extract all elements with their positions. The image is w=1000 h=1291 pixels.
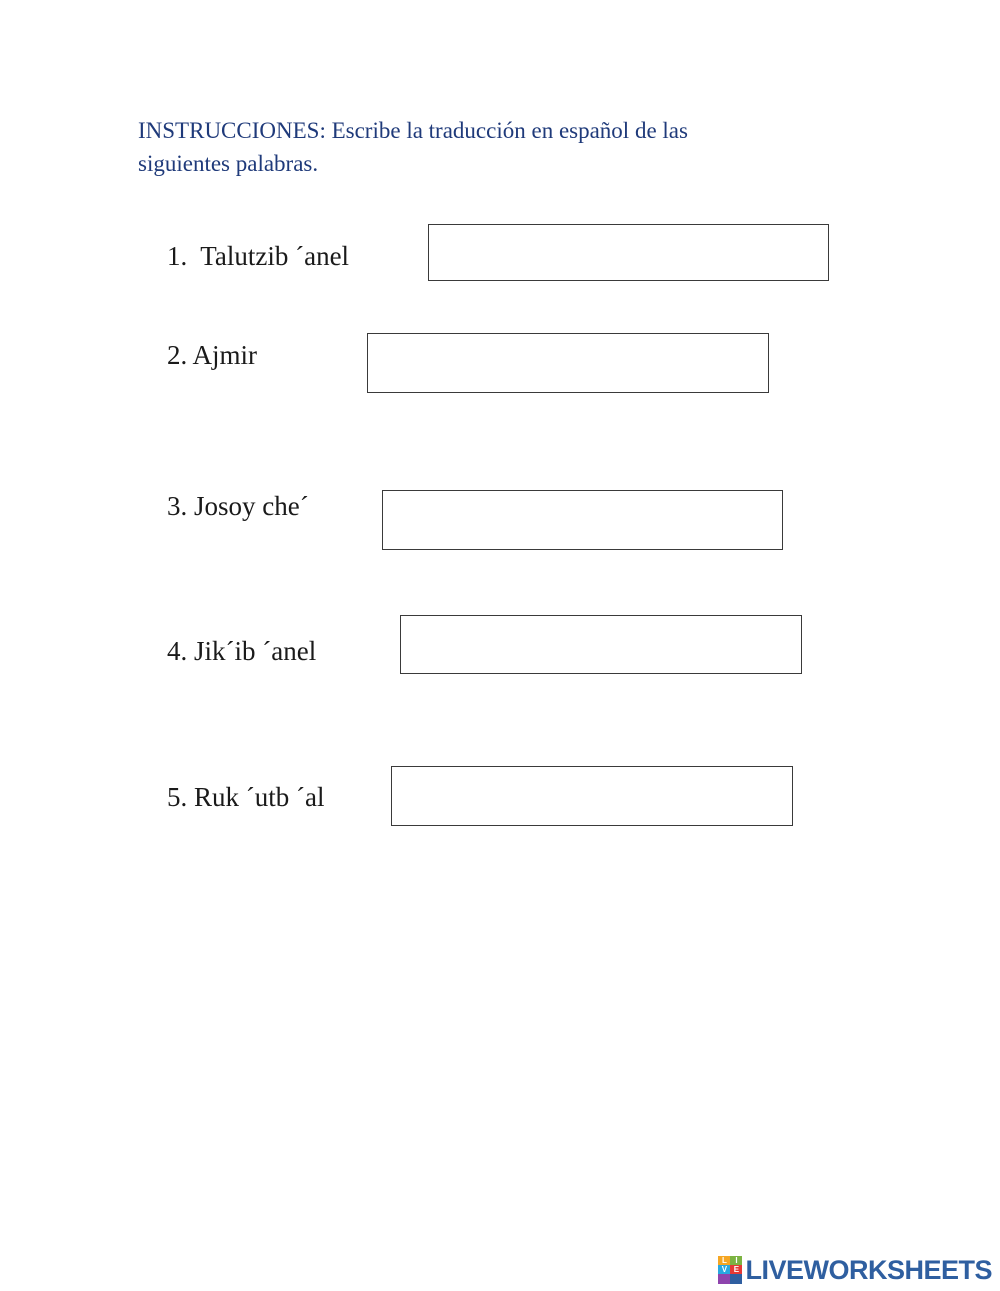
logo-tile-blank-1 [718,1274,730,1284]
instructions-text [138,114,798,180]
item-3-answer-field[interactable] [382,490,783,550]
logo-tile-i: I [730,1256,742,1265]
instructions-line-2: siguientes palabras. [138,151,319,176]
item-5-answer-field[interactable] [391,766,793,826]
item-2-word: 2. Ajmir [167,340,258,370]
item-4-word: 4. Jik´ib ´anel [167,636,317,666]
logo-tile-e: E [730,1265,742,1274]
logo-tile-blank-2 [730,1274,742,1284]
item-3-word: 3. Josoy che´ [167,491,309,521]
item-1-answer-field[interactable] [428,224,829,281]
logo-tile-l: L [718,1256,730,1265]
item-4-answer-field[interactable] [400,615,802,674]
liveworksheets-brand [718,1252,992,1288]
liveworksheets-logo-icon [718,1256,742,1284]
item-5-word: 5. Ruk ´utb ´al [167,782,325,812]
logo-tile-v: V [718,1265,730,1274]
item-1-word: 1. Talutzib ´anel [167,241,350,271]
instructions-line-1: INSTRUCCIONES: Escribe la traducción en español de las [138,118,688,143]
item-2-answer-field[interactable] [367,333,769,393]
liveworksheets-wordmark: LIVEWORKSHEETS [745,1254,992,1285]
